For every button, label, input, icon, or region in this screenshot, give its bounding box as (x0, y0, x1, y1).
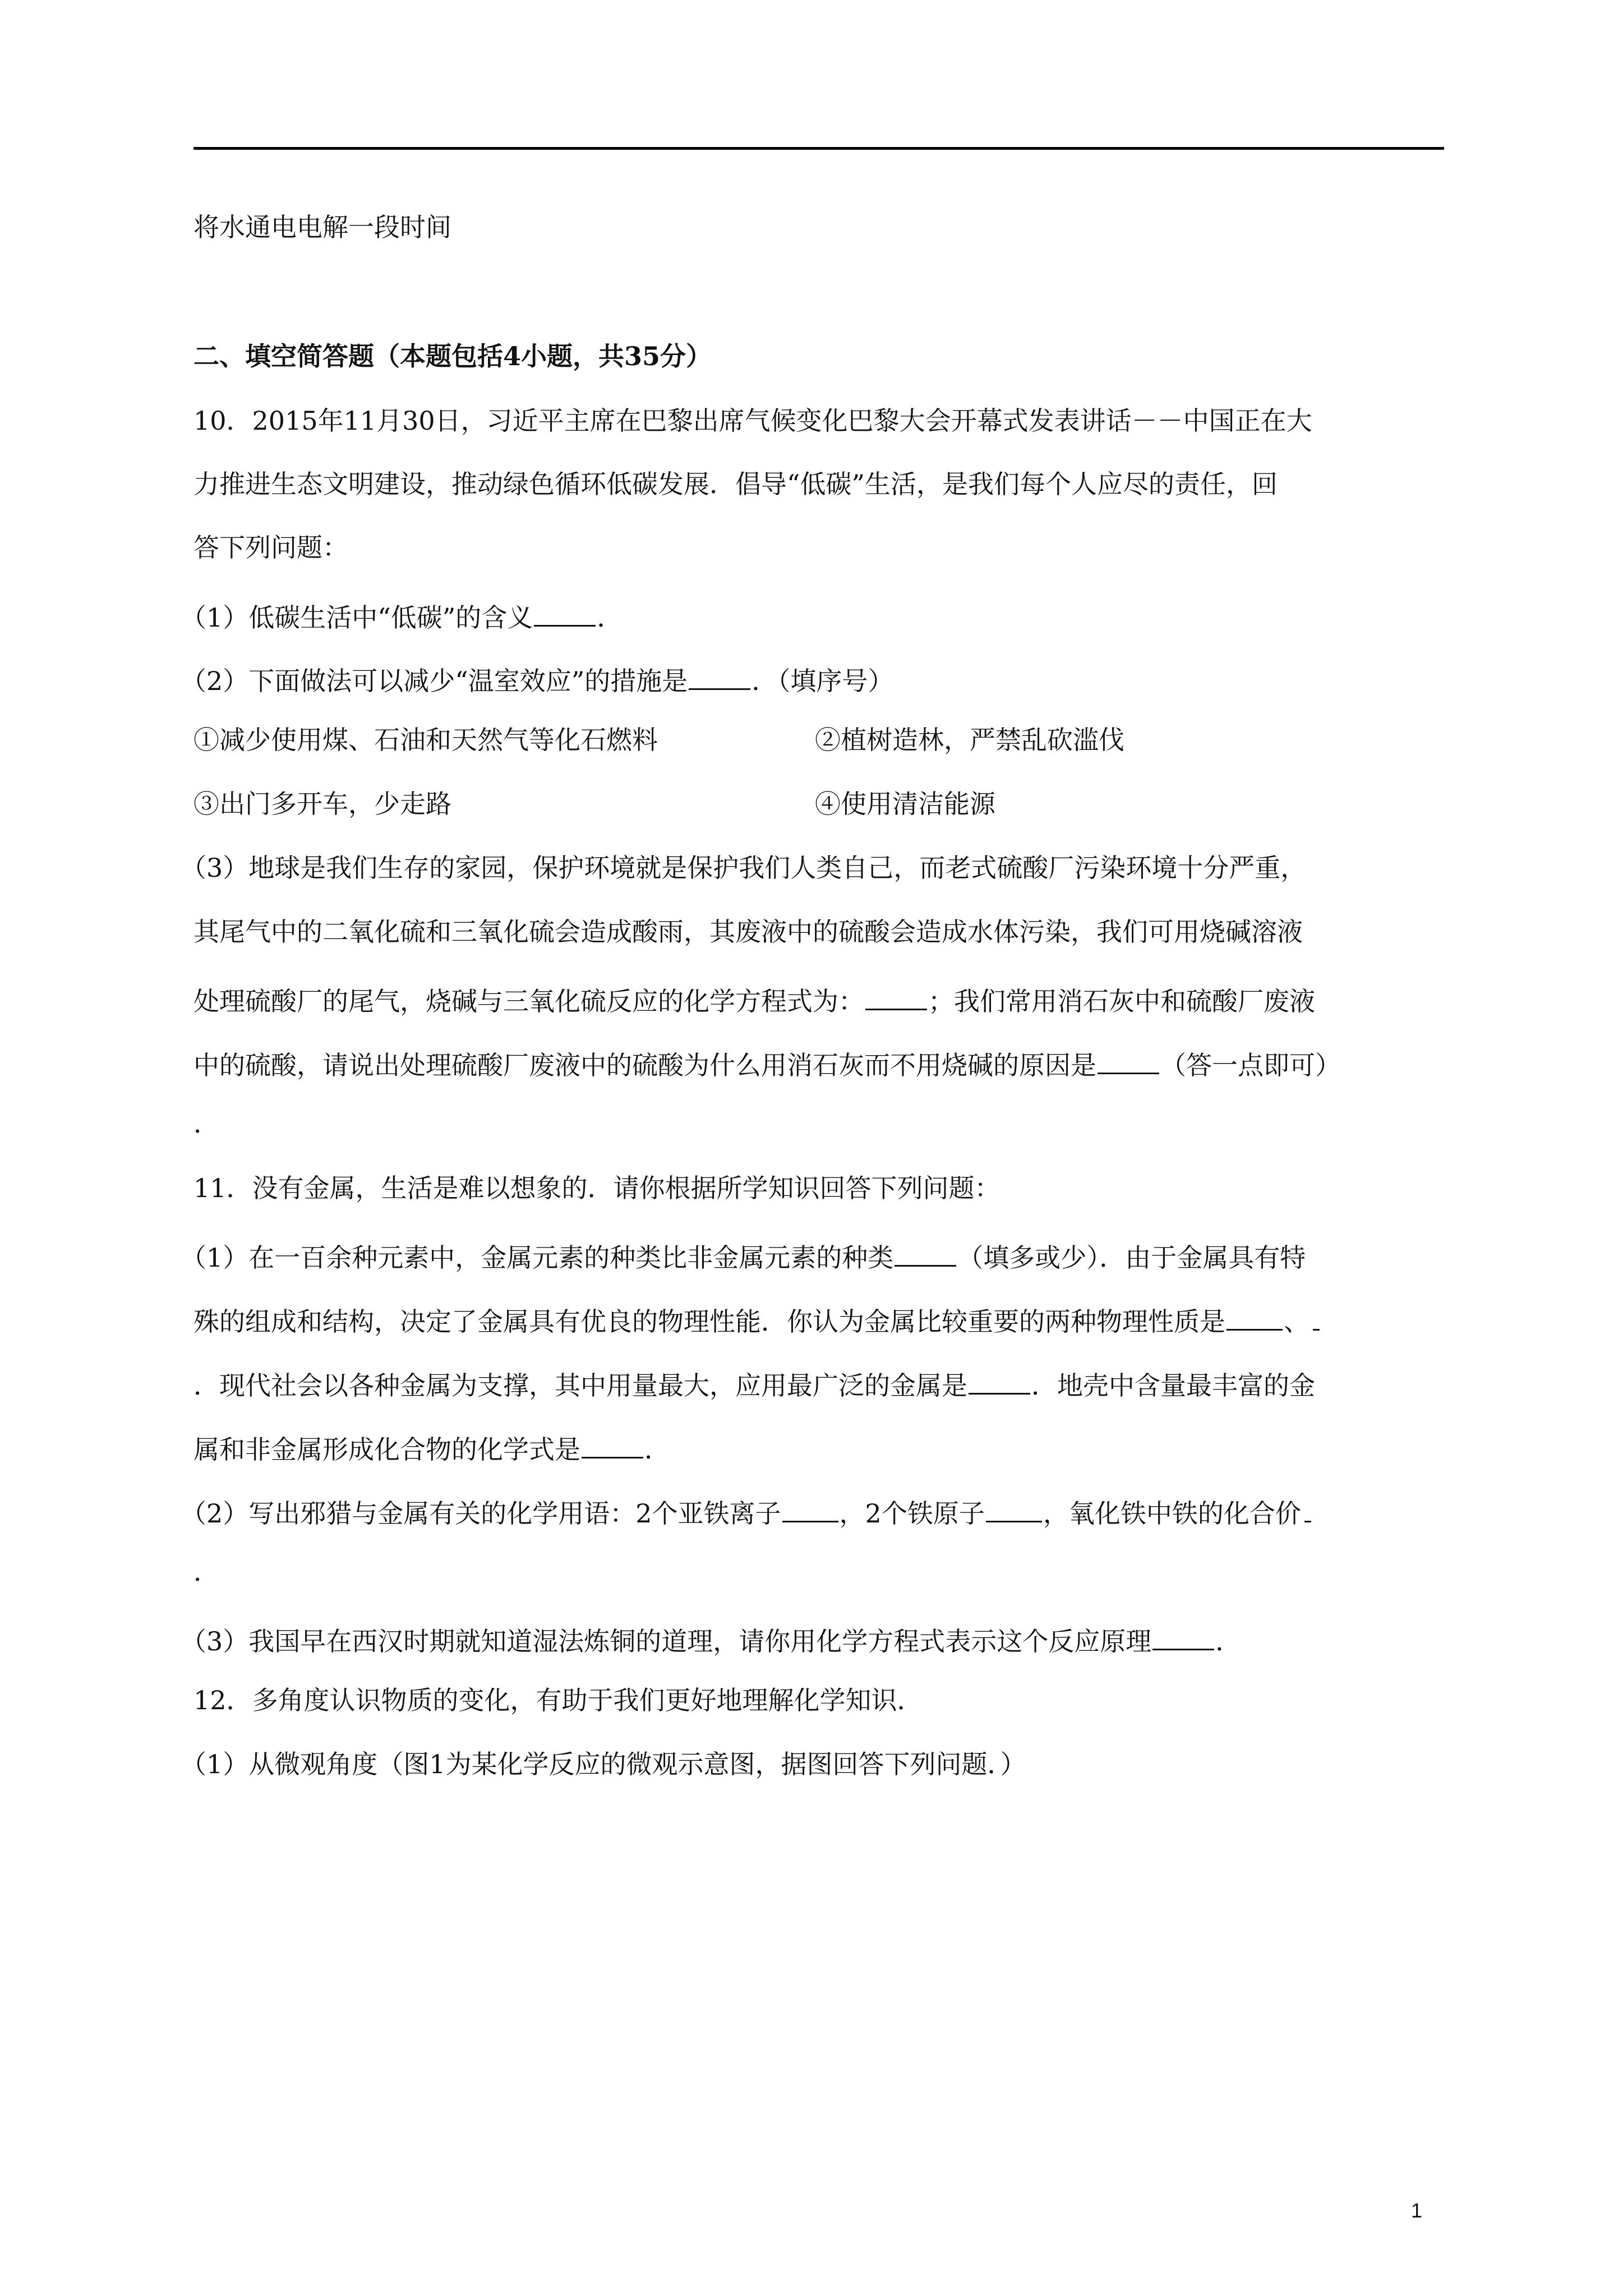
q10-part-3-line-3-a: 处理硫酸厂的尾气，烧碱与三氧化硫反应的化学方程式为： (193, 986, 864, 1016)
q11-part-1-line-1-a: （1）在一百余种元素中，金属元素的种类比非金属元素的种类 (181, 1243, 894, 1273)
q10-line-2: 力推进生态文明建设，推动绿色循环低碳发展．倡导“低碳”生活，是我们每个人应尽的责任，回 (193, 469, 1278, 499)
answer-blank[interactable] (1227, 1303, 1283, 1331)
q11-part-1-line-3-b: ．地壳中含量最丰富的金 (1031, 1370, 1315, 1401)
answer-blank[interactable] (582, 1431, 643, 1458)
section-title: 二、填空简答题（本题包括4小题，共35分） (193, 341, 712, 371)
answer-blank[interactable] (782, 1495, 838, 1522)
answer-blank[interactable] (534, 599, 596, 627)
q10-line-3: 答下列问题： (193, 532, 348, 563)
header-rule (193, 147, 1444, 150)
answer-blank[interactable] (895, 1239, 956, 1267)
q11-part-2-line-2: ． (193, 1557, 219, 1587)
q11-part-1-line-2 (193, 1303, 1321, 1335)
previous-question-tail: 将水通电电解一段时间 (193, 212, 451, 242)
q11-part-1-line-1 (181, 1239, 1306, 1271)
q11-part-1-line-4-b: ． (644, 1434, 670, 1465)
q11-part-3 (181, 1623, 1242, 1657)
q10-part-3-line-4-a: 中的硫酸，请说出处理硫酸厂废液中的硫酸为什么用消石灰而不用烧碱的原因是 (193, 1050, 1096, 1080)
answer-blank[interactable] (1313, 1303, 1320, 1331)
q11-part-3-b: ． (1215, 1626, 1242, 1657)
q11-part-1-line-2-b: 、 (1284, 1306, 1310, 1337)
q10-part-2-text: （2）下面做法可以减少“温室效应”的措施是 (181, 666, 688, 696)
q10-part-1-text: （1）低碳生活中“低碳”的含义 (181, 602, 533, 633)
q12-line-1: 12．多角度认识物质的变化，有助于我们更好地理解化学知识． (193, 1685, 923, 1715)
q10-part-2-end: ．（填序号） (751, 666, 894, 696)
q11-part-1-line-3 (193, 1367, 1315, 1401)
q10-part-3-line-5: ． (193, 1108, 219, 1139)
q10-part-3-line-2: 其尾气中的二氧化硫和三氧化硫会造成酸雨，其废液中的硫酸会造成水体污染，我们可用烧碱溶液 (193, 917, 1303, 947)
q10-part-3-line-4-b: （答一点即可） (1160, 1050, 1341, 1080)
q10-part-3-line-3-b: ；我们常用消石灰中和硫酸厂废液 (928, 986, 1315, 1016)
answer-blank[interactable] (1304, 1495, 1311, 1522)
q10-part-3-line-1: （3）地球是我们生存的家园，保护环境就是保护我们人类自己，而老式硫酸厂污染环境十分严重， (181, 853, 1307, 883)
q11-part-2-b: ，2个铁原子 (839, 1498, 985, 1529)
q10-option-3: ③出门多开车，少走路 (193, 789, 451, 819)
answer-blank[interactable] (1152, 1623, 1214, 1650)
answer-blank[interactable] (1098, 1047, 1159, 1074)
q12-part-1: （1）从微观角度（图1为某化学反应的微观示意图，据图回答下列问题．） (181, 1749, 1026, 1779)
q10-part-3-line-4 (193, 1047, 1341, 1078)
q11-part-1-line-1-b: （填多或少）．由于金属具有特 (957, 1243, 1306, 1273)
q11-part-1-line-4 (193, 1431, 670, 1465)
q10-line-1: 10．2015年11月30日，习近平主席在巴黎出席气候变化巴黎大会开幕式发表讲话－－中国正在大 (193, 406, 1312, 436)
q10-option-1: ①减少使用煤、石油和天然气等化石燃料 (193, 725, 658, 755)
answer-blank[interactable] (986, 1495, 1042, 1522)
q10-part-1 (181, 599, 623, 631)
q10-option-2: ②植树造林，严禁乱砍滥伐 (815, 725, 1124, 755)
q10-part-3-line-3 (193, 983, 1315, 1014)
q10-option-4: ④使用清洁能源 (815, 789, 995, 819)
q11-part-2-a: （2）写出邪猎与金属有关的化学用语：2个亚铁离子 (181, 1498, 781, 1529)
answer-blank[interactable] (969, 1367, 1030, 1395)
q11-part-3-a: （3）我国早在西汉时期就知道湿法炼铜的道理，请你用化学方程式表示这个反应原理 (181, 1626, 1152, 1657)
answer-blank[interactable] (865, 983, 927, 1010)
q10-part-2 (181, 662, 893, 694)
q11-part-1-line-2-a: 殊的组成和结构，决定了金属具有优良的物理性能．你认为金属比较重要的两种物理性质是 (193, 1306, 1225, 1337)
q11-part-2-c: ，氧化铁中铁的化合价 (1043, 1498, 1301, 1529)
q11-part-1-line-4-a: 属和非金属形成化合物的化学式是 (193, 1434, 580, 1465)
q10-part-1-end: ． (597, 602, 623, 633)
q11-part-1-line-3-a: ．现代社会以各种金属为支撑，其中用量最大，应用最广泛的金属是 (193, 1370, 967, 1401)
answer-blank[interactable] (689, 662, 750, 690)
q11-part-2 (181, 1495, 1312, 1529)
page-number: 1 (1411, 2199, 1423, 2222)
q11-line-1: 11．没有金属，生活是难以想象的．请你根据所学知识回答下列问题： (193, 1173, 1000, 1203)
